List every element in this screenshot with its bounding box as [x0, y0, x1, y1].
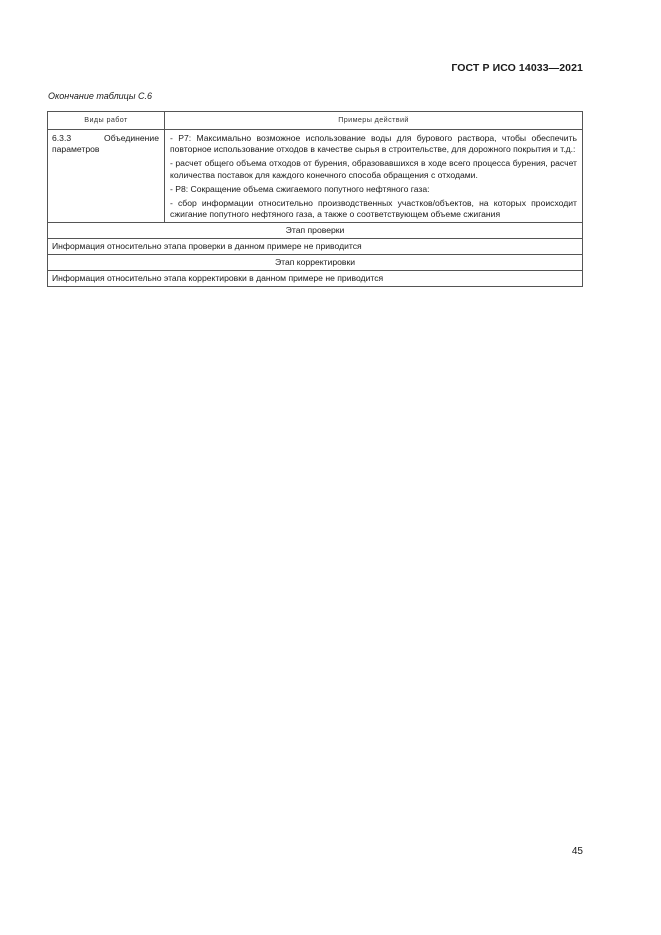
correction-stage-title: Этап корректировки	[48, 255, 583, 271]
column-header-work-types: Виды работ	[48, 112, 165, 130]
action-paragraph: - Р7: Максимально возможное использование воды для бурового раствора, чтобы обеспечить повторное использование отходов в качестве сырья в строительстве, для дорожного покрытия и т.д.:	[170, 133, 577, 155]
table-header-row	[48, 112, 583, 130]
info-row	[48, 239, 583, 255]
stage-row	[48, 255, 583, 271]
check-stage-title: Этап проверки	[48, 223, 583, 239]
action-paragraph: - расчет общего объема отходов от бурения, образовавшихся в ходе всего процесса бурения, расчет количества поставок для каждого конечного способа обращения с отходами.	[170, 158, 577, 180]
action-paragraph: - сбор информации относительно производственных участков/объектов, на которых происходит сжигание попутного нефтяного газа, а также о соответствующем объеме сжигания	[170, 198, 577, 220]
info-row	[48, 271, 583, 287]
work-item-number: 6.3.3	[52, 133, 72, 143]
action-paragraph: - Р8: Сокращение объема сжигаемого попутного нефтяного газа:	[170, 183, 430, 194]
action-examples-cell	[165, 130, 583, 223]
standard-code: ГОСТ Р ИСО 14033—2021	[451, 62, 583, 74]
check-stage-info: Информация относительно этапа проверки в данном примере не приводится	[48, 239, 583, 255]
actions-table	[47, 111, 583, 287]
table-caption: Окончание таблицы С.6	[48, 91, 152, 101]
work-item-word1: Объединение	[104, 133, 159, 143]
work-type-cell	[48, 130, 165, 223]
column-header-action-examples: Примеры действий	[165, 112, 583, 130]
stage-row	[48, 223, 583, 239]
table-row	[48, 130, 583, 223]
correction-stage-info: Информация относительно этапа корректировки в данном примере не приводится	[48, 271, 583, 287]
page-number: 45	[571, 846, 583, 857]
work-item-word2: параметров	[52, 144, 100, 155]
